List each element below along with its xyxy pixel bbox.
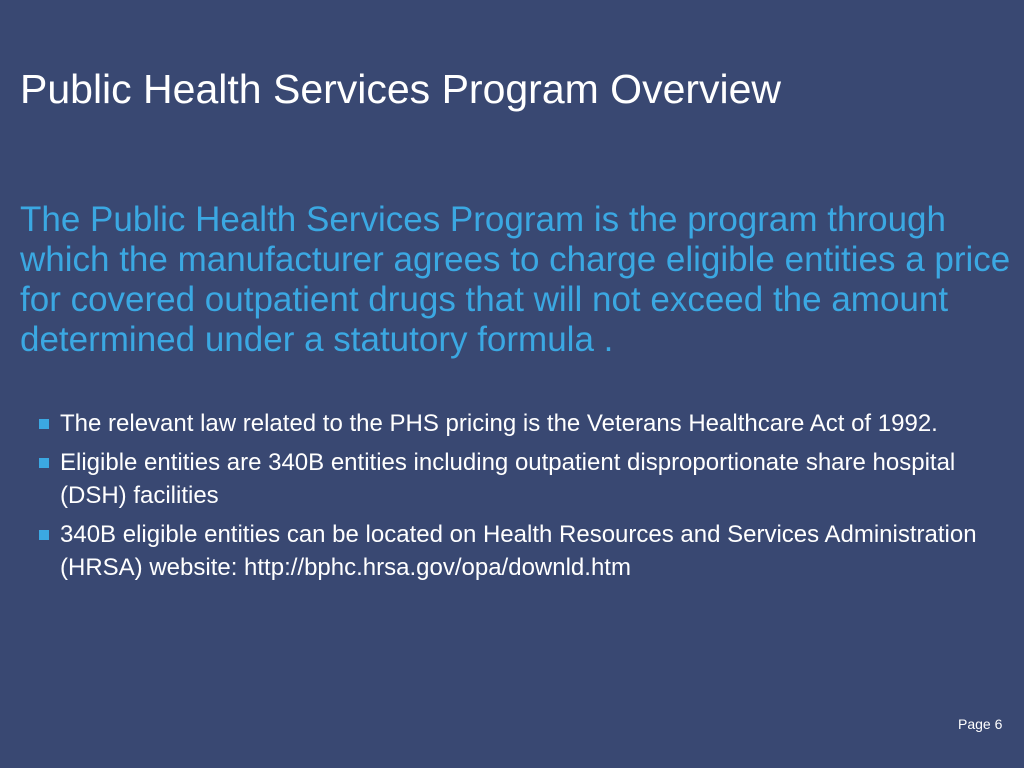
- page-number: Page 6: [958, 716, 1003, 732]
- bullet-text: 340B eligible entities can be located on Health Resources and Services Administration (HRSA) website: http://bphc.hrsa.gov/opa/downld.htm: [60, 521, 977, 581]
- bullet-list: [36, 407, 996, 590]
- bullet-text: The relevant law related to the PHS pricing is the Veterans Healthcare Act of 1992.: [60, 410, 938, 437]
- bullet-text: Eligible entities are 340B entities including outpatient disproportionate share hospital (DSH) facilities: [60, 449, 956, 509]
- square-bullet-icon: [39, 419, 49, 429]
- square-bullet-icon: [39, 458, 49, 468]
- square-bullet-icon: [39, 530, 49, 540]
- lead-paragraph: The Public Health Services Program is the program through which the manufacturer agrees to charge eligible entities a price for covered outpatient drugs that will not exceed the amount determined under a statutory formula .: [20, 200, 1011, 359]
- bullet-item: [36, 518, 996, 584]
- bullet-item: [36, 407, 996, 440]
- bullet-item: [36, 446, 996, 512]
- slide-title: Public Health Services Program Overview: [20, 66, 782, 112]
